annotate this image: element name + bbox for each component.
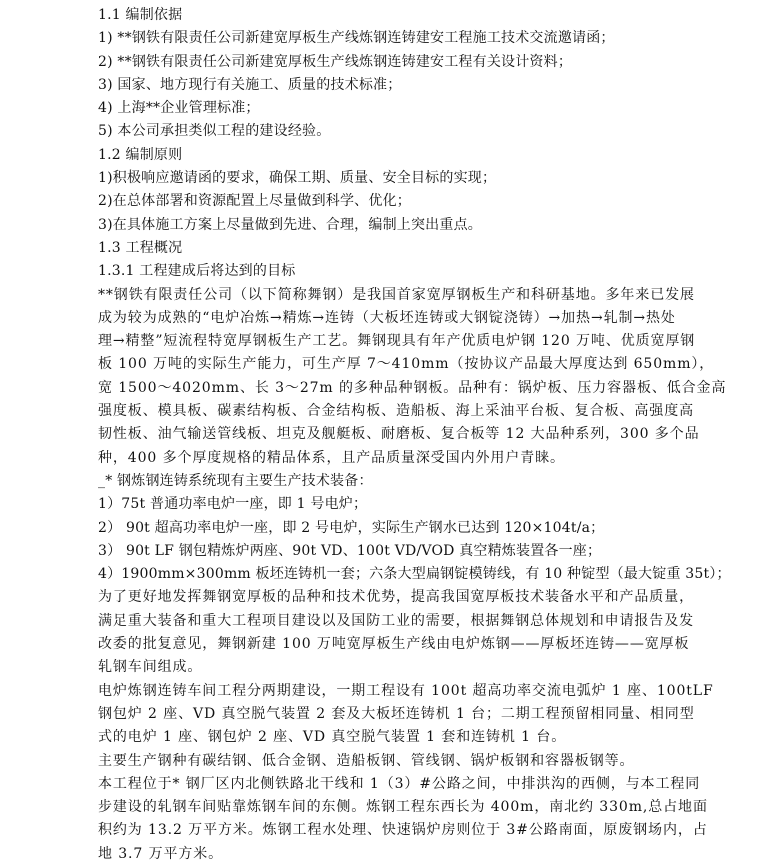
paragraph-line: 韧性板、油气输送管线板、坦克及舰艇板、耐磨板、复合板等 12 大品种系列，300 多个品 bbox=[98, 426, 700, 443]
paragraph-line: 积约为 13.2 万平方米。炼钢工程水处理、快速锅炉房则位于 3#公路南面，原废钢场内，占 bbox=[98, 822, 708, 839]
paragraph-line: 成为较为成熟的“电炉冶炼→精炼→连铸（大板坯连铸或大钢锭浇铸）→加热→轧制→热处 bbox=[98, 309, 676, 326]
equipment-intro: _* 钢炼钢连铸系统现有主要生产技术装备： bbox=[98, 472, 373, 489]
paragraph-line: 轧钢车间组成。 bbox=[98, 659, 203, 676]
paragraph-line: 地 3.7 万平方米。 bbox=[98, 845, 224, 862]
paragraph-line: 板 100 万吨的实际生产能力，可生产厚 7～410mm（按协议产品最大厚度达到 650mm）， bbox=[98, 356, 715, 373]
paragraph-line: 种，400 多个厚度规格的精品体系，且产品质量深受国内外用户青睐。 bbox=[98, 449, 565, 466]
paragraph-line: 强度板、模具板、碳素结构板、合金结构板、造船板、海上采油平台板、复合板、高强度高 bbox=[98, 403, 694, 420]
section-heading-1-3: 1.3 工程概况 bbox=[98, 239, 183, 256]
paragraph-line: 电炉炼钢连铸车间工程分两期建设，一期工程设有 100t 超高功率交流电弧炉 1 座、100tLF bbox=[98, 682, 714, 699]
section-heading-1-3-1: 1.3.1 工程建成后将达到的目标 bbox=[98, 263, 296, 280]
equipment-item-4: 4）1900mm×300mm 板坯连铸机一套；六条大型扁钢锭模铸线，有 10 种锭型（最大锭重 35t）； bbox=[98, 566, 731, 583]
equipment-item-3: 3） 90t LF 钢包精炼炉两座、90t VD、100t VD/VOD 真空精炼装置各一座； bbox=[98, 542, 602, 559]
paragraph-line: 步建设的轧钢车间贴靠炼钢车间的东侧。炼钢工程东西长为 400m，南北约 330m,总占地面 bbox=[98, 799, 708, 816]
basis-item-3: 3) 国家、地方现行有关施工、质量的技术标准； bbox=[98, 76, 402, 93]
principle-item-1: 1)积极响应邀请函的要求，确保工期、质量、安全目标的实现； bbox=[98, 170, 497, 187]
principle-item-3: 3)在具体施工方案上尽量做到先进、合理，编制上突出重点。 bbox=[98, 216, 482, 233]
paragraph-line: 主要生产钢种有碳结钢、低合金钢、造船板钢、管线钢、锅炉板钢和容器板钢等。 bbox=[98, 752, 635, 769]
basis-item-4: 4) 上海**企业管理标准； bbox=[98, 100, 260, 117]
paragraph-line: 本工程位于* 钢厂区内北侧铁路北干线和 1（3）#公路之间，中排洪沟的西侧，与本工程同 bbox=[98, 775, 701, 792]
section-heading-1-2: 1.2 编制原则 bbox=[98, 146, 183, 163]
basis-item-1: 1) **钢铁有限责任公司新建宽厚板生产线炼钢连铸建安工程施工技术交流邀请函； bbox=[98, 30, 615, 47]
paragraph-line: 理→精整”短流程特宽厚钢板生产工艺。舞钢现具有年产优质电炉钢 120 万吨、优质宽厚钢 bbox=[98, 333, 696, 350]
paragraph-line: 宽 1500～4020mm、长 3～27m 的多种品种钢板。品种有：锅炉板、压力容器板、低合金高 bbox=[98, 379, 727, 396]
paragraph-line: 钢包炉 2 座、VD 真空脱气装置 2 套及大板坯连铸机 1 台；二期工程预留相同量、相同型 bbox=[98, 705, 695, 722]
paragraph-line: 式的电炉 1 座、钢包炉 2 座、VD 真空脱气装置 1 套和连铸机 1 台。 bbox=[98, 729, 567, 746]
section-heading-1-1: 1.1 编制依据 bbox=[98, 7, 183, 23]
paragraph-line: 为了更好地发挥舞钢宽厚板的品种和技术优势，提高我国宽厚板技术装备水平和产品质量， bbox=[98, 589, 694, 606]
paragraph-line: 满足重大装备和重大工程项目建设以及国防工业的需要，根据舞钢总体规划和申请报告及发 bbox=[98, 612, 694, 629]
basis-item-2: 2) **钢铁有限责任公司新建宽厚板生产线炼钢连铸建安工程有关设计资料； bbox=[98, 53, 573, 70]
principle-item-2: 2)在总体部署和资源配置上尽量做到科学、优化； bbox=[98, 193, 411, 210]
basis-item-5: 5) 本公司承担类似工程的建设经验。 bbox=[98, 123, 331, 140]
paragraph-line: **钢铁有限责任公司（以下简称舞钢）是我国首家宽厚钢板生产和科研基地。多年来已发展 bbox=[98, 286, 695, 303]
equipment-item-2: 2） 90t 超高功率电炉一座，即 2 号电炉，实际生产钢水已达到 120×104t/a； bbox=[98, 519, 605, 536]
equipment-item-1: 1）75t 普通功率电炉一座，即 1 号电炉； bbox=[98, 496, 368, 513]
paragraph-line: 改委的批复意见，舞钢新建 100 万吨宽厚板生产线由电炉炼钢——厚板坯连铸——宽厚板 bbox=[98, 636, 690, 653]
